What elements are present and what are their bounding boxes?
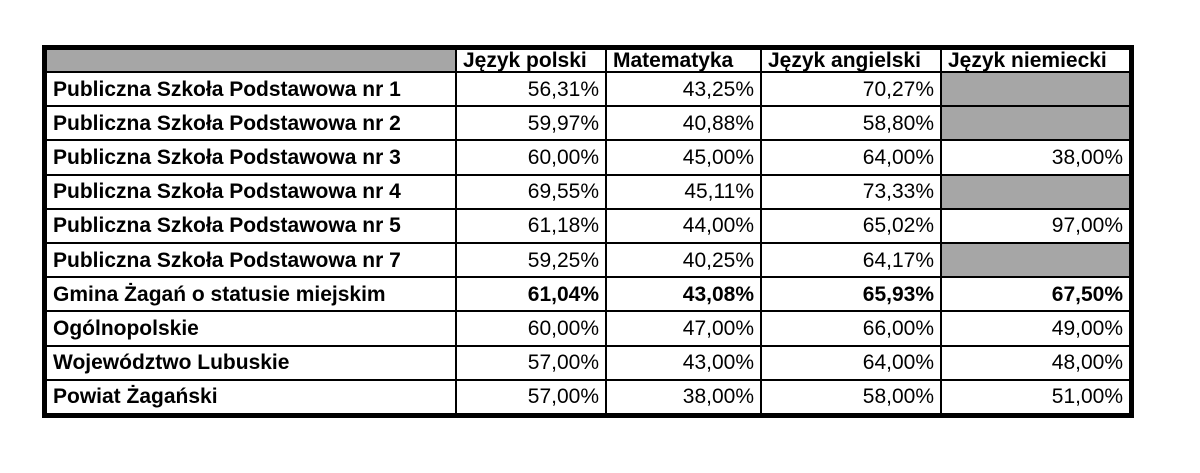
cell-jezyk-niemiecki-empty [941, 72, 1130, 106]
cell-jezyk-angielski: 70,27% [761, 72, 941, 106]
cell-jezyk-polski: 59,25% [456, 243, 606, 277]
row-label: Publiczna Szkoła Podstawowa nr 4 [46, 175, 456, 209]
cell-matematyka: 47,00% [606, 311, 761, 345]
cell-matematyka: 43,00% [606, 346, 761, 380]
cell-matematyka: 38,00% [606, 380, 761, 414]
cell-jezyk-angielski: 58,00% [761, 380, 941, 414]
row-label: Województwo Lubuskie [46, 346, 456, 380]
cell-matematyka: 45,11% [606, 175, 761, 209]
cell-matematyka: 40,25% [606, 243, 761, 277]
cell-matematyka: 40,88% [606, 106, 761, 140]
cell-jezyk-polski: 57,00% [456, 346, 606, 380]
cell-jezyk-angielski: 66,00% [761, 311, 941, 345]
cell-jezyk-niemiecki-empty [941, 106, 1130, 140]
table-row [46, 140, 1130, 174]
table-row [46, 72, 1130, 106]
cell-matematyka: 43,25% [606, 72, 761, 106]
results-table [45, 48, 1131, 415]
cell-jezyk-angielski: 58,80% [761, 106, 941, 140]
cell-jezyk-niemiecki: 38,00% [941, 140, 1130, 174]
cell-jezyk-niemiecki-empty [941, 243, 1130, 277]
cell-jezyk-polski: 60,00% [456, 140, 606, 174]
cell-jezyk-niemiecki: 97,00% [941, 209, 1130, 243]
cell-jezyk-niemiecki: 51,00% [941, 380, 1130, 414]
row-label: Gmina Żagań o statusie miejskim [46, 277, 456, 311]
header-jezyk-angielski: Język angielski [761, 49, 941, 72]
row-label: Publiczna Szkoła Podstawowa nr 7 [46, 243, 456, 277]
cell-jezyk-angielski: 64,00% [761, 140, 941, 174]
table-row [46, 277, 1130, 311]
cell-jezyk-polski: 56,31% [456, 72, 606, 106]
table-row [46, 346, 1130, 380]
row-label: Publiczna Szkoła Podstawowa nr 2 [46, 106, 456, 140]
cell-matematyka: 43,08% [606, 277, 761, 311]
cell-jezyk-niemiecki: 49,00% [941, 311, 1130, 345]
cell-jezyk-niemiecki: 67,50% [941, 277, 1130, 311]
cell-jezyk-angielski: 65,93% [761, 277, 941, 311]
cell-jezyk-polski: 59,97% [456, 106, 606, 140]
row-label: Publiczna Szkoła Podstawowa nr 3 [46, 140, 456, 174]
table-row [46, 243, 1130, 277]
cell-jezyk-angielski: 64,17% [761, 243, 941, 277]
cell-matematyka: 44,00% [606, 209, 761, 243]
header-row [46, 49, 1130, 72]
cell-jezyk-polski: 61,18% [456, 209, 606, 243]
results-table-container [42, 45, 1134, 418]
table-body [46, 72, 1130, 414]
table-row [46, 175, 1130, 209]
table-row [46, 106, 1130, 140]
header-corner-cell [46, 49, 456, 72]
cell-jezyk-polski: 57,00% [456, 380, 606, 414]
table-row [46, 380, 1130, 414]
row-label: Powiat Żagański [46, 380, 456, 414]
cell-jezyk-polski: 69,55% [456, 175, 606, 209]
cell-jezyk-angielski: 65,02% [761, 209, 941, 243]
cell-jezyk-angielski: 73,33% [761, 175, 941, 209]
header-jezyk-niemiecki: Język niemiecki [941, 49, 1130, 72]
cell-jezyk-niemiecki: 48,00% [941, 346, 1130, 380]
table-row [46, 311, 1130, 345]
header-jezyk-polski: Język polski [456, 49, 606, 72]
cell-matematyka: 45,00% [606, 140, 761, 174]
cell-jezyk-niemiecki-empty [941, 175, 1130, 209]
cell-jezyk-polski: 60,00% [456, 311, 606, 345]
header-matematyka: Matematyka [606, 49, 761, 72]
row-label: Ogólnopolskie [46, 311, 456, 345]
row-label: Publiczna Szkoła Podstawowa nr 5 [46, 209, 456, 243]
row-label: Publiczna Szkoła Podstawowa nr 1 [46, 72, 456, 106]
table-row [46, 209, 1130, 243]
cell-jezyk-angielski: 64,00% [761, 346, 941, 380]
cell-jezyk-polski: 61,04% [456, 277, 606, 311]
